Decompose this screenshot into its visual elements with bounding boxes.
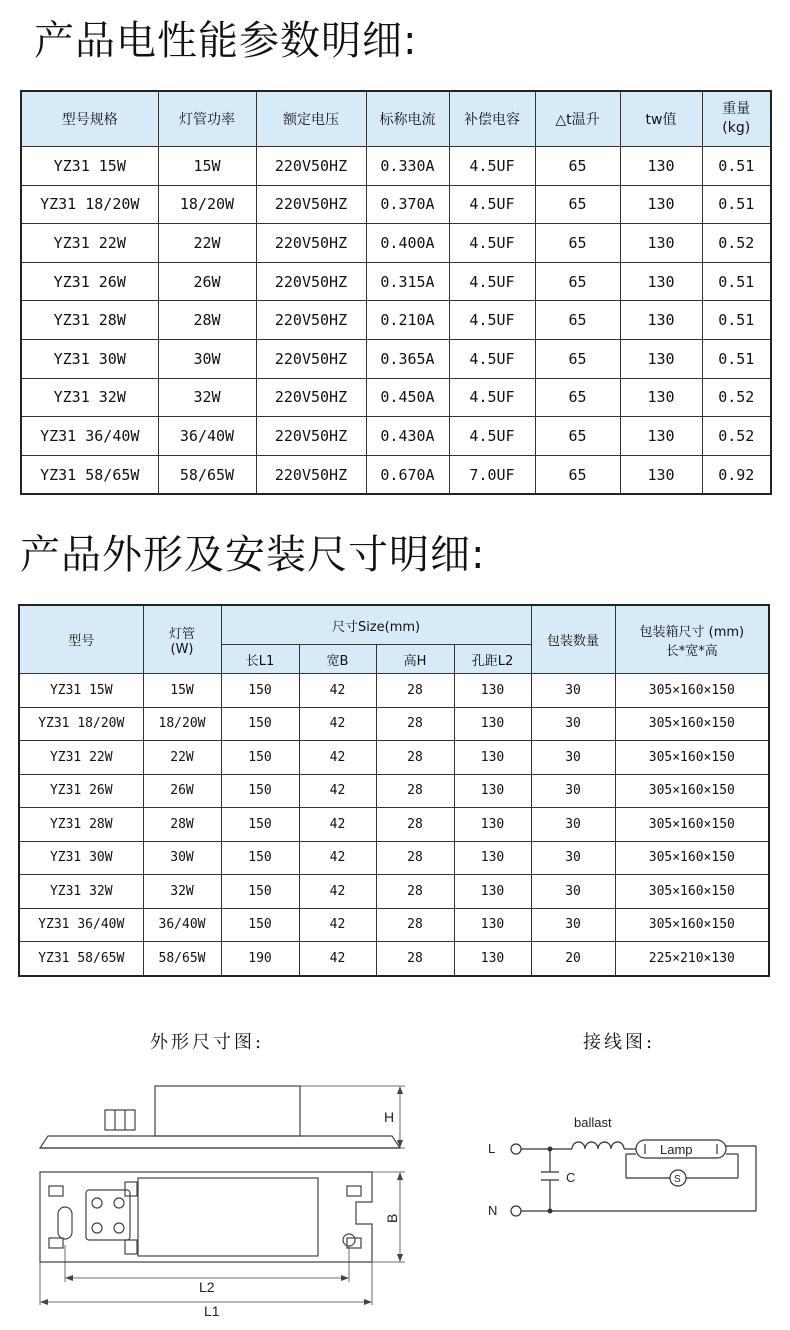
table-cell: 305×160×150 bbox=[615, 774, 769, 808]
table-cell: 130 bbox=[454, 674, 531, 708]
table-cell: 150 bbox=[221, 908, 299, 942]
col-header-size: 尺寸Size(mm) bbox=[221, 605, 531, 645]
table-cell: 65 bbox=[535, 339, 620, 378]
tube-label: 灯管 bbox=[168, 626, 195, 642]
col-header-height: 高H bbox=[376, 645, 454, 674]
col-header-qty: 包装数量 bbox=[531, 605, 615, 674]
table-cell: 18/20W bbox=[158, 185, 256, 224]
table-cell: 150 bbox=[221, 841, 299, 875]
table-cell: 28W bbox=[158, 301, 256, 340]
table-cell: 28 bbox=[376, 707, 454, 741]
table-cell: 0.52 bbox=[702, 378, 771, 417]
dim-label-h: H bbox=[384, 1109, 395, 1125]
col-header-voltage: 额定电压 bbox=[256, 91, 366, 147]
table-cell: 0.430A bbox=[366, 417, 449, 456]
col-header-model: 型号 bbox=[19, 605, 143, 674]
wire-label-n: N bbox=[488, 1203, 498, 1218]
table-cell: 22W bbox=[143, 741, 221, 775]
table-cell: 305×160×150 bbox=[615, 741, 769, 775]
table-cell: 150 bbox=[221, 808, 299, 842]
table-cell: 15W bbox=[158, 147, 256, 186]
table-cell: YZ31 36/40W bbox=[19, 908, 143, 942]
table-cell: 30 bbox=[531, 908, 615, 942]
table-cell: 0.450A bbox=[366, 378, 449, 417]
table-cell: 130 bbox=[454, 841, 531, 875]
wiring-schematic bbox=[511, 1140, 756, 1216]
table-cell: 65 bbox=[535, 417, 620, 456]
table-cell: 26W bbox=[143, 774, 221, 808]
box-label: 包装箱尺寸 (mm) bbox=[639, 624, 745, 640]
table-cell: 0.315A bbox=[366, 262, 449, 301]
table-cell: 220V50HZ bbox=[256, 301, 366, 340]
table-cell: 305×160×150 bbox=[615, 841, 769, 875]
col-header-tw: tw值 bbox=[620, 91, 702, 147]
table-cell: 4.5UF bbox=[449, 301, 535, 340]
table-cell: 130 bbox=[454, 741, 531, 775]
col-header-capacitor: 补偿电容 bbox=[449, 91, 535, 147]
table-cell: 4.5UF bbox=[449, 224, 535, 263]
table-cell: 190 bbox=[221, 942, 299, 976]
table-cell: 42 bbox=[299, 774, 376, 808]
table-cell: 130 bbox=[620, 185, 702, 224]
table-cell: 20 bbox=[531, 942, 615, 976]
table-cell: 220V50HZ bbox=[256, 378, 366, 417]
table-cell: 220V50HZ bbox=[256, 417, 366, 456]
table-cell: 4.5UF bbox=[449, 262, 535, 301]
table-cell: 220V50HZ bbox=[256, 339, 366, 378]
table-cell: 0.365A bbox=[366, 339, 449, 378]
table-cell: 30 bbox=[531, 774, 615, 808]
table-cell: YZ31 32W bbox=[21, 378, 158, 417]
table-cell: 150 bbox=[221, 774, 299, 808]
table-cell: 28 bbox=[376, 741, 454, 775]
wire-label-c: C bbox=[566, 1170, 576, 1185]
wiring-diagram-caption: 接线图: bbox=[583, 1032, 656, 1053]
table-cell: 130 bbox=[620, 301, 702, 340]
table-cell: 305×160×150 bbox=[615, 908, 769, 942]
table-cell: 150 bbox=[221, 875, 299, 909]
table-cell: 4.5UF bbox=[449, 339, 535, 378]
table-cell: 28W bbox=[143, 808, 221, 842]
col-header-temp-rise: △t温升 bbox=[535, 91, 620, 147]
table-cell: 65 bbox=[535, 147, 620, 186]
table-cell: YZ31 28W bbox=[19, 808, 143, 842]
table-cell: 130 bbox=[454, 875, 531, 909]
wire-label-l: L bbox=[488, 1141, 496, 1156]
table-cell: 28 bbox=[376, 841, 454, 875]
table-cell: 65 bbox=[535, 262, 620, 301]
table-cell: 150 bbox=[221, 674, 299, 708]
table-cell: 0.51 bbox=[702, 301, 771, 340]
table-cell: 30 bbox=[531, 707, 615, 741]
table-cell: 220V50HZ bbox=[256, 185, 366, 224]
table-cell: 220V50HZ bbox=[256, 224, 366, 263]
table-cell: 30W bbox=[158, 339, 256, 378]
col-header-hole: 孔距L2 bbox=[454, 645, 531, 674]
wire-label-starter: S bbox=[674, 1174, 681, 1185]
table-cell: 4.5UF bbox=[449, 147, 535, 186]
wire-label-lamp: Lamp bbox=[660, 1142, 693, 1157]
table-cell: YZ31 22W bbox=[19, 741, 143, 775]
table-cell: YZ31 36/40W bbox=[21, 417, 158, 456]
table-cell: 220V50HZ bbox=[256, 262, 366, 301]
col-header-model: 型号规格 bbox=[21, 91, 158, 147]
col-header-power: 灯管功率 bbox=[158, 91, 256, 147]
wire-label-ballast: ballast bbox=[574, 1115, 612, 1130]
table-cell: YZ31 30W bbox=[19, 841, 143, 875]
table-cell: 42 bbox=[299, 875, 376, 909]
col-header-width: 宽B bbox=[299, 645, 376, 674]
table-cell: 28 bbox=[376, 875, 454, 909]
table-cell: 130 bbox=[454, 774, 531, 808]
table-cell: 28 bbox=[376, 942, 454, 976]
table-cell: 130 bbox=[454, 942, 531, 976]
table-cell: 28 bbox=[376, 674, 454, 708]
table-cell: YZ31 26W bbox=[19, 774, 143, 808]
table-cell: 42 bbox=[299, 841, 376, 875]
table-cell: 0.51 bbox=[702, 262, 771, 301]
table-cell: YZ31 18/20W bbox=[19, 707, 143, 741]
box-sub: 长*宽*高 bbox=[665, 643, 718, 659]
table-cell: 42 bbox=[299, 674, 376, 708]
table-cell: 130 bbox=[454, 808, 531, 842]
table-cell: 130 bbox=[620, 262, 702, 301]
table-cell: 305×160×150 bbox=[615, 707, 769, 741]
table-cell: 150 bbox=[221, 707, 299, 741]
table-cell: 0.92 bbox=[702, 455, 771, 494]
table-cell: 305×160×150 bbox=[615, 674, 769, 708]
table-cell: YZ31 58/65W bbox=[21, 455, 158, 494]
table-cell: 26W bbox=[158, 262, 256, 301]
table-cell: 0.670A bbox=[366, 455, 449, 494]
table-cell: 28 bbox=[376, 774, 454, 808]
table-cell: 58/65W bbox=[158, 455, 256, 494]
table-cell: 0.400A bbox=[366, 224, 449, 263]
table-cell: 32W bbox=[143, 875, 221, 909]
table-cell: 30 bbox=[531, 875, 615, 909]
table-cell: 130 bbox=[620, 417, 702, 456]
table-cell: 4.5UF bbox=[449, 417, 535, 456]
table-cell: YZ31 26W bbox=[21, 262, 158, 301]
table-cell: 18/20W bbox=[143, 707, 221, 741]
table-cell: 65 bbox=[535, 301, 620, 340]
section1-title: 产品电性能参数明细: bbox=[34, 18, 418, 64]
table-cell: 130 bbox=[620, 224, 702, 263]
table-cell: 130 bbox=[620, 339, 702, 378]
table-cell: 58/65W bbox=[143, 942, 221, 976]
weight-label: 重量 bbox=[722, 101, 751, 117]
table-cell: 42 bbox=[299, 808, 376, 842]
table-cell: 65 bbox=[535, 455, 620, 494]
table-cell: 0.210A bbox=[366, 301, 449, 340]
table-cell: 0.52 bbox=[702, 224, 771, 263]
table-cell: 0.51 bbox=[702, 185, 771, 224]
table-cell: 225×210×130 bbox=[615, 942, 769, 976]
table-cell: 65 bbox=[535, 224, 620, 263]
table-cell: 130 bbox=[620, 455, 702, 494]
table-cell: 220V50HZ bbox=[256, 455, 366, 494]
table-cell: 30 bbox=[531, 808, 615, 842]
table-cell: 130 bbox=[620, 378, 702, 417]
table-cell: 130 bbox=[454, 908, 531, 942]
dim-label-b: B bbox=[384, 1213, 400, 1223]
table-cell: YZ31 18/20W bbox=[21, 185, 158, 224]
table-cell: YZ31 28W bbox=[21, 301, 158, 340]
table-cell: 4.5UF bbox=[449, 185, 535, 224]
table-cell: 36/40W bbox=[158, 417, 256, 456]
table-cell: 150 bbox=[221, 741, 299, 775]
table-cell: YZ31 58/65W bbox=[19, 942, 143, 976]
table-cell: 30W bbox=[143, 841, 221, 875]
table-cell: 65 bbox=[535, 185, 620, 224]
table-cell: YZ31 32W bbox=[19, 875, 143, 909]
table-cell: 305×160×150 bbox=[615, 808, 769, 842]
tube-unit: (W) bbox=[170, 641, 194, 657]
dim-label-l2: L2 bbox=[199, 1279, 215, 1295]
table-cell: 65 bbox=[535, 378, 620, 417]
table-cell: 305×160×150 bbox=[615, 875, 769, 909]
ballast-top-view bbox=[40, 1172, 405, 1305]
ballast-side-view bbox=[40, 1086, 405, 1148]
table-cell: YZ31 15W bbox=[21, 147, 158, 186]
table-cell: 22W bbox=[158, 224, 256, 263]
table-cell: 0.330A bbox=[366, 147, 449, 186]
table-cell: 42 bbox=[299, 707, 376, 741]
col-header-current: 标称电流 bbox=[366, 91, 449, 147]
table-cell: 30 bbox=[531, 841, 615, 875]
table-cell: 30 bbox=[531, 741, 615, 775]
table-cell: 28 bbox=[376, 808, 454, 842]
table-cell: 0.370A bbox=[366, 185, 449, 224]
dim-label-l1: L1 bbox=[204, 1303, 220, 1319]
table-cell: 15W bbox=[143, 674, 221, 708]
table-cell: 4.5UF bbox=[449, 378, 535, 417]
table-cell: YZ31 30W bbox=[21, 339, 158, 378]
table-cell: 0.52 bbox=[702, 417, 771, 456]
dimension-diagram-caption: 外形尺寸图: bbox=[150, 1032, 265, 1053]
ballast-coil bbox=[572, 1142, 624, 1149]
table-cell: 36/40W bbox=[143, 908, 221, 942]
table-cell: 32W bbox=[158, 378, 256, 417]
table-cell: 130 bbox=[620, 147, 702, 186]
table-cell: 130 bbox=[454, 707, 531, 741]
table-cell: 220V50HZ bbox=[256, 147, 366, 186]
table-cell: 42 bbox=[299, 741, 376, 775]
table-cell: 42 bbox=[299, 908, 376, 942]
table-cell: YZ31 22W bbox=[21, 224, 158, 263]
table-cell: 28 bbox=[376, 908, 454, 942]
col-header-length: 长L1 bbox=[221, 645, 299, 674]
table-cell: 7.0UF bbox=[449, 455, 535, 494]
table-cell: YZ31 15W bbox=[19, 674, 143, 708]
weight-unit: (kg) bbox=[722, 120, 751, 136]
table-cell: 42 bbox=[299, 942, 376, 976]
table-cell: 0.51 bbox=[702, 339, 771, 378]
table-cell: 30 bbox=[531, 674, 615, 708]
section2-title: 产品外形及安装尺寸明细: bbox=[20, 532, 486, 578]
table-cell: 0.51 bbox=[702, 147, 771, 186]
